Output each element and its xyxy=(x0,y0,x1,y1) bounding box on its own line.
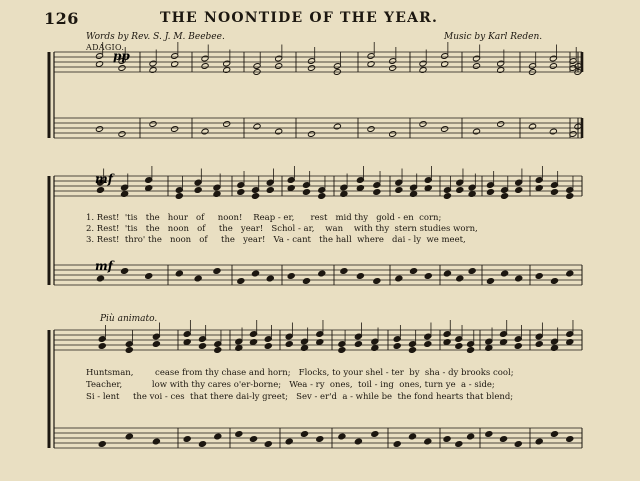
lyric-line-4: Huntsman, cease from thy chase and horn; Flocks, to your shel - ter by sha - dy brooks cool; xyxy=(86,368,514,378)
lyric-line-2: 2. Rest! 'tis the noon of the year! Schol - ar, wan with thy stern studies worn, xyxy=(86,224,478,234)
words-credit: Words by Rev. S. J. M. Beebee. xyxy=(86,32,225,42)
lyric-line-6: Si - lent the voi - ces that there dai-ly greet; Sev - er'd a - while be the fond hearts that blend; xyxy=(86,392,514,402)
music-credit: Music by Karl Reden. xyxy=(444,32,543,42)
page-number: 126 xyxy=(44,9,79,28)
tempo-adagio: ADAGIO. xyxy=(86,43,125,52)
dynamic-pp: pp xyxy=(113,49,130,63)
song-title: THE NOONTIDE OF THE YEAR. xyxy=(160,10,439,26)
tempo-piu-animato: Più animato. xyxy=(100,314,158,324)
lyric-line-5: Teacher, low with thy cares o'er-borne; Wea - ry ones, toil - ing ones, turn ye a - side; xyxy=(86,380,495,390)
dynamic-mf-bass: mf xyxy=(95,259,113,273)
lyric-line-3: 3. Rest! thro' the noon of the year! Va - cant the hall where dai - ly we meet, xyxy=(86,235,466,245)
dynamic-mf: mf xyxy=(95,172,113,186)
lyric-line-1: 1. Rest! 'tis the hour of noon! Reap - er, rest mid thy gold - en corn; xyxy=(86,213,442,223)
